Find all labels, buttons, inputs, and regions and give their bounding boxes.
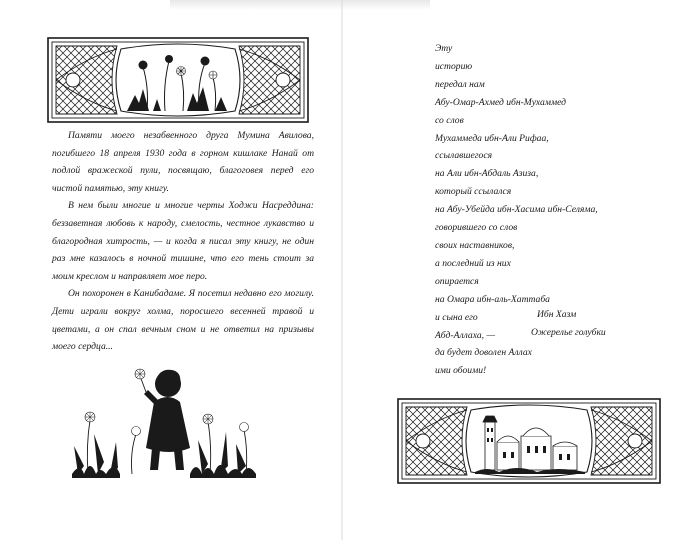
epigraph-line: говорившего со слов (435, 222, 518, 234)
dedication-paragraph: В нем были многие и многие черты Ходжи Насреддина: беззаветная любовь к народу, смелость, честное лукавство и благородная хитрость, — и когда я писал эту книгу, не один раз мне казалось в ночной тишине, что его тень стоит за моим креслом и направляет мое перо. (52, 200, 314, 282)
epigraph-line: опирается (435, 275, 479, 287)
epigraph-line: Абу-Омар-Ахмед ибн-Мухаммед (435, 96, 566, 108)
dedication-text (52, 127, 314, 356)
epigraph-line: со слов (435, 114, 464, 126)
epigraph-line: и сына его (435, 311, 478, 323)
epigraph-line: на Омара ибн-аль-Хаттаба (435, 293, 550, 305)
dedication-paragraph: Памяти моего незабвенного друга Мумина Авилова, погибшего 18 апреля 1930 года в горном кишлаке Нанай от подлой вражеской пули, посвящаю, благоговея перед его чистой памятью, эту книгу. (52, 130, 314, 194)
epigraph-attribution (531, 306, 671, 341)
epigraph-line: Мухаммеда ибн-Али Рифаа, (435, 132, 549, 144)
left-page (0, 0, 342, 540)
dandelion-ornament-panel (47, 37, 309, 123)
dedication-paragraph: Он похоронен в Канибадаме. Я посетил недавно его могилу. Дети играли вокруг холма, поросшего весенней травой и цветами, а он спал вечным сном и не ответил на призывы моего сердца... (52, 288, 314, 353)
epigraph-line: своих наставников, (435, 239, 515, 251)
epigraph-line: ссылавшегося (435, 150, 493, 162)
epigraph-line: Эту (435, 43, 453, 54)
right-page (343, 0, 685, 540)
epigraph-line: на Али ибн-Абдаль Азиза, (435, 168, 539, 180)
epigraph-line: Абд-Аллаха, — (435, 329, 495, 341)
epigraph-line: да будет доволен Аллах (435, 347, 532, 359)
attribution-author: Ибн Хазм (537, 309, 577, 320)
child-with-dandelion-silhouette (70, 362, 260, 480)
epigraph-line: а последний из них (435, 257, 511, 269)
epigraph-line: передал нам (435, 78, 485, 90)
epigraph-line: на Абу-Убейда ибн-Хасима ибн-Селяма, (435, 204, 598, 216)
attribution-work: Ожерелье голубки (531, 326, 606, 338)
epigraph-line: который ссылался (435, 186, 512, 198)
epigraph-line: ими обоими! (435, 365, 487, 377)
city-ornament-panel (397, 398, 661, 484)
epigraph-line: историю (435, 60, 473, 72)
